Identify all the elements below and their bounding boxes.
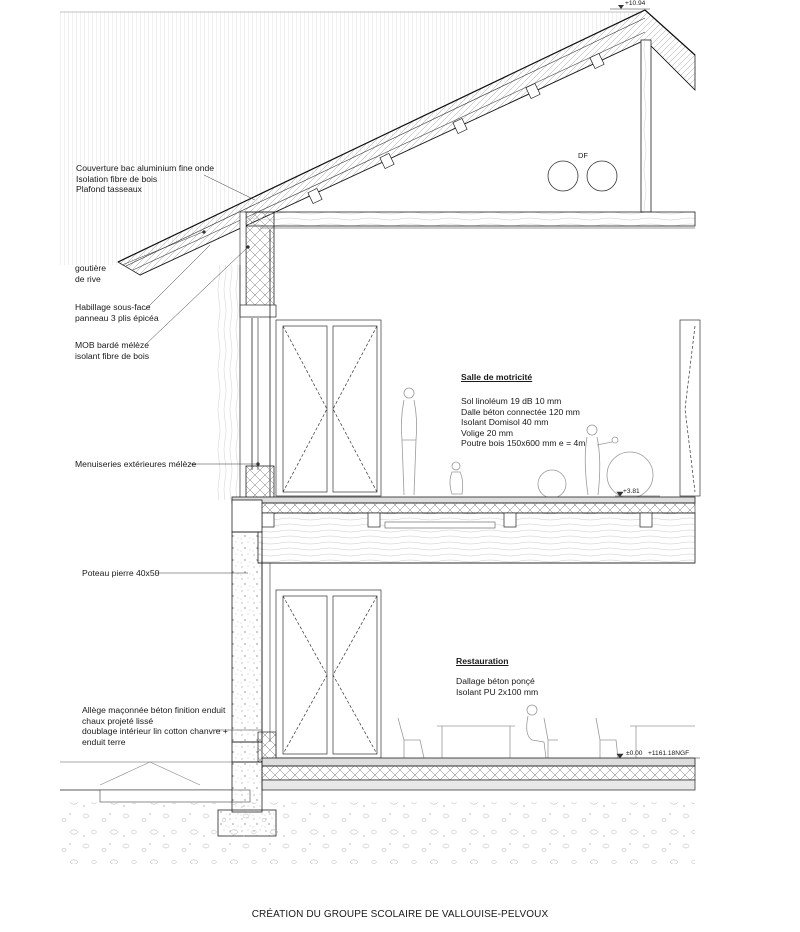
joinery-line-1: Menuiseries extérieures mélèze: [75, 459, 197, 469]
upper-layer-3: Isolant Domisol 40 mm: [461, 417, 549, 428]
upper-layer-2: Dalle béton connectée 120 mm: [461, 406, 580, 417]
post-line-1: Poteau pierre 40x50: [82, 568, 160, 578]
joinery-annotation: [75, 459, 196, 470]
upper-layer-1: Sol linoléum 19 dB 10 mm: [461, 396, 562, 406]
upper-timber-wall: [240, 212, 276, 500]
lintel-annotation: [82, 705, 228, 747]
lower-windows: [276, 590, 381, 758]
mob-annotation: [75, 340, 149, 361]
gutter-line-1: goutière: [75, 263, 107, 273]
lower-room-label: [456, 656, 509, 667]
lintel-line-3: doublage intérieur lin cotton chanvre +: [82, 726, 228, 737]
soffit-line-1: Habillage sous-face: [75, 302, 151, 312]
lintel-line-2: chaux projeté lissé: [82, 715, 154, 726]
roof-annotation: [76, 163, 214, 195]
level-floor1: +3.81: [623, 488, 640, 495]
lintel-line-1: Allège maçonnée béton finition enduit: [82, 705, 226, 715]
level-ground-ngf: +1161.18NGF: [648, 750, 690, 757]
level-ground: ±0.00: [626, 750, 643, 757]
upper-room-label: [461, 372, 532, 383]
lintel-line-4: enduit terre: [82, 736, 126, 747]
upper-room-title: Salle de motricité: [461, 372, 533, 382]
soffit-annotation: [75, 302, 159, 323]
drawing-title: CRÉATION DU GROUPE SCOLAIRE DE VALLOUISE-PELVOUX: [251, 909, 549, 920]
soffit-line-2: panneau 3 plis épicéa: [75, 312, 159, 323]
upper-room-layers: [461, 396, 585, 449]
exterior-cladding: [215, 265, 240, 500]
attic: [548, 161, 617, 191]
ground-slab: [262, 758, 695, 790]
stone-post: [232, 532, 276, 762]
gable-cladding: [60, 12, 640, 265]
lower-layer-2: Isolant PU 2x100 mm: [456, 686, 539, 697]
gutter-annotation: [75, 263, 106, 284]
upper-layer-4: Volige 20 mm: [461, 427, 514, 438]
upper-layer-5: Poutre bois 150x600 mm e = 4m: [461, 438, 586, 449]
upper-floor-slab: [232, 497, 695, 563]
attic-floor: [245, 212, 695, 228]
lower-room-title: Restauration: [456, 656, 509, 666]
roof-line-3: Plafond tasseaux: [76, 184, 142, 195]
mob-line-1: MOB bardé mélèze: [75, 340, 150, 350]
gutter-line-2: de rive: [75, 273, 101, 284]
lower-layer-1: Dallage béton ponçé: [456, 676, 535, 686]
post-annotation: [82, 568, 159, 579]
roof-line-2: Isolation fibre de bois: [76, 173, 158, 184]
df-label: DF: [578, 151, 588, 160]
roof-line-1: Couverture bac aluminium fine onde: [76, 163, 215, 173]
level-top: +10.94: [625, 0, 646, 7]
lower-room-layers: [456, 676, 538, 697]
mob-line-2: isolant fibre de bois: [75, 350, 150, 361]
